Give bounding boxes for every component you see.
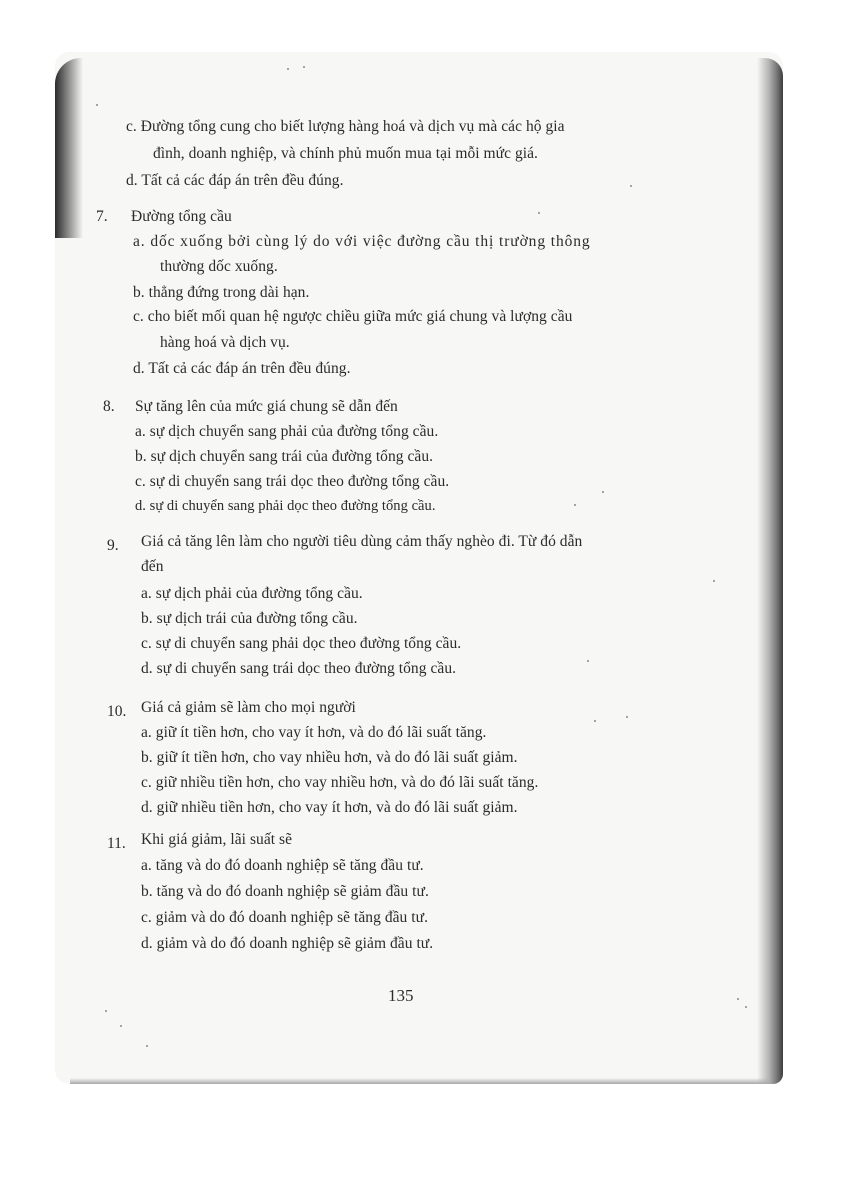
scan-speck xyxy=(574,504,576,506)
answer-option: d. giảm và do đó doanh nghiệp sẽ giảm đầu tư. xyxy=(141,935,434,952)
answer-option: d. Tất cả các đáp án trên đều đúng. xyxy=(126,172,344,189)
answer-option: b. thẳng đứng trong dài hạn. xyxy=(133,284,310,301)
answer-option: b. sự dịch trái của đường tổng cầu. xyxy=(141,610,358,627)
question-stem: Khi giá giảm, lãi suất sẽ xyxy=(141,831,293,848)
answer-option: c. giữ nhiều tiền hơn, cho vay nhiều hơn, và do đó lãi suất tăng. xyxy=(141,774,539,791)
question-stem: Đường tổng cầu xyxy=(131,208,232,225)
question-stem: Sự tăng lên của mức giá chung sẽ dẫn đến xyxy=(135,398,398,415)
question-number: 10. xyxy=(107,703,127,720)
answer-option: b. giữ ít tiền hơn, cho vay nhiều hơn, và do đó lãi suất giảm. xyxy=(141,749,518,766)
question-number: 7. xyxy=(96,208,108,225)
scan-speck xyxy=(713,580,715,582)
scan-speck xyxy=(105,1010,107,1012)
answer-option: d. sự di chuyển sang trái dọc theo đường tổng cầu. xyxy=(141,660,457,677)
answer-option: a. sự dịch phải của đường tổng cầu. xyxy=(141,585,363,602)
answer-option: c. sự di chuyển sang trái dọc theo đường tổng cầu. xyxy=(135,473,450,490)
scan-speck xyxy=(745,1006,747,1008)
answer-option: b. tăng và do đó doanh nghiệp sẽ giảm đầu tư. xyxy=(141,883,429,900)
question-stem-continued: đến xyxy=(141,558,164,575)
answer-option: d. giữ nhiều tiền hơn, cho vay ít hơn, và do đó lãi suất giảm. xyxy=(141,799,518,816)
scan-speck xyxy=(146,1045,148,1047)
answer-option: d. Tất cả các đáp án trên đều đúng. xyxy=(133,360,351,377)
page-edge-shadow-bottom xyxy=(70,1078,770,1084)
scan-speck xyxy=(303,66,305,68)
answer-option: b. sự dịch chuyển sang trái của đường tổng cầu. xyxy=(135,448,434,465)
question-stem: Giá cả giảm sẽ làm cho mọi người xyxy=(141,699,356,716)
answer-option: a. sự dịch chuyển sang phải của đường tổng cầu. xyxy=(135,423,439,440)
scan-speck xyxy=(96,104,98,106)
page-number: 135 xyxy=(388,986,414,1005)
question-number: 9. xyxy=(107,537,119,554)
answer-option: d. sự di chuyển sang phải dọc theo đường tổng cầu. xyxy=(135,498,436,514)
answer-option: a. tăng và do đó doanh nghiệp sẽ tăng đầu tư. xyxy=(141,857,424,874)
question-stem: Giá cả tăng lên làm cho người tiêu dùng cảm thấy nghèo đi. Từ đó dẫn xyxy=(141,533,583,550)
answer-option-continued: đình, doanh nghiệp, và chính phủ muốn mua tại mỗi mức giá. xyxy=(153,145,538,162)
scan-speck xyxy=(594,720,596,722)
scan-speck xyxy=(737,998,739,1000)
scan-speck xyxy=(630,185,632,187)
scan-speck xyxy=(587,660,589,662)
answer-option-continued: thường dốc xuống. xyxy=(160,258,278,275)
scan-speck xyxy=(287,68,289,70)
answer-option: a. giữ ít tiền hơn, cho vay ít hơn, và do đó lãi suất tăng. xyxy=(141,724,487,741)
scan-speck xyxy=(538,212,540,214)
answer-option: a. dốc xuống bởi cùng lý do với việc đường cầu thị trường thông xyxy=(133,233,591,250)
page-curl-shadow-right xyxy=(757,58,783,1084)
answer-option: c. cho biết mối quan hệ ngược chiều giữa mức giá chung và lượng cầu xyxy=(133,308,573,325)
scan-speck xyxy=(602,491,604,493)
answer-option-continued: hàng hoá và dịch vụ. xyxy=(160,334,290,351)
scan-speck xyxy=(626,716,628,718)
question-number: 8. xyxy=(103,398,115,415)
scan-speck xyxy=(120,1025,122,1027)
answer-option: c. Đường tổng cung cho biết lượng hàng hoá và dịch vụ mà các hộ gia xyxy=(126,118,565,135)
answer-option: c. giảm và do đó doanh nghiệp sẽ tăng đầu tư. xyxy=(141,909,429,926)
page-curl-shadow-left xyxy=(55,58,83,238)
answer-option: c. sự di chuyển sang phải dọc theo đường tổng cầu. xyxy=(141,635,462,652)
question-number: 11. xyxy=(107,835,126,852)
